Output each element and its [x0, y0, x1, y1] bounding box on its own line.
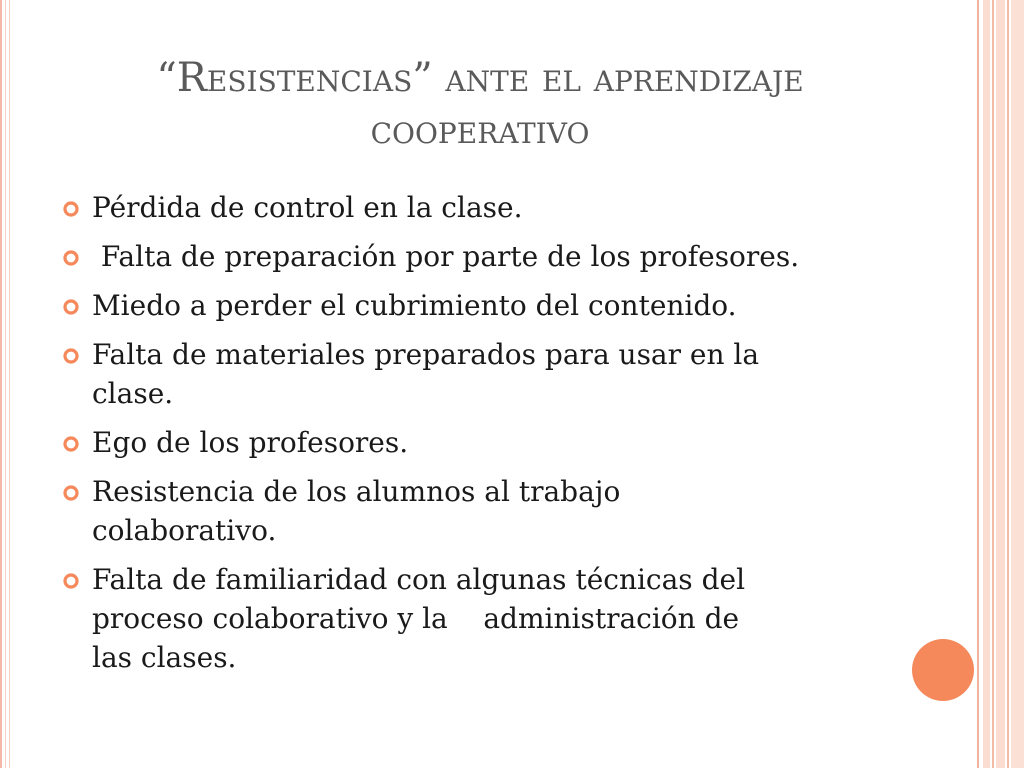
- slide-title-line-2: cooperativo: [370, 107, 590, 153]
- right-stripe: [992, 0, 994, 768]
- left-border-line: [5, 0, 6, 768]
- right-stripe: [1011, 0, 1024, 768]
- list-item: [62, 472, 882, 550]
- list-item: [62, 188, 882, 227]
- bullet-text: Ego de los profesores.: [92, 426, 409, 459]
- list-item: [62, 560, 882, 677]
- bullet-text: Miedo a perder el cubrimiento del contenido.: [92, 289, 737, 322]
- circle-bullet-icon: [62, 347, 80, 365]
- bullet-text: Falta de preparación por parte de los profesores.: [92, 240, 800, 273]
- right-border-decoration: [977, 0, 1024, 768]
- left-border-line: [0, 0, 2, 768]
- left-border-line: [9, 0, 10, 768]
- bullet-text: Falta de familiaridad con algunas técnicas del proceso colaborativo y la administración de las clases.: [92, 563, 746, 674]
- list-item: [62, 335, 882, 413]
- circle-bullet-icon: [62, 572, 80, 590]
- right-stripe: [983, 0, 990, 768]
- decorative-circle: [912, 639, 974, 701]
- bullet-list: [62, 188, 882, 677]
- bullet-text: Resistencia de los alumnos al trabajo colaborativo.: [92, 475, 621, 547]
- circle-bullet-icon: [62, 484, 80, 502]
- circle-bullet-icon: [62, 298, 80, 316]
- list-item: [62, 423, 882, 462]
- slide-title-line-1: “Resistencias” ante el aprendizaje: [156, 55, 804, 101]
- bullet-text: Falta de materiales preparados para usar en la clase.: [92, 338, 760, 410]
- circle-bullet-icon: [62, 200, 80, 218]
- bullet-text: Pérdida de control en la clase.: [92, 191, 523, 224]
- right-stripe: [996, 0, 1005, 768]
- list-item: [62, 286, 882, 325]
- slide-title: [60, 52, 900, 156]
- right-stripe: [977, 0, 979, 768]
- right-stripe: [1007, 0, 1009, 768]
- circle-bullet-icon: [62, 435, 80, 453]
- list-item: [62, 237, 882, 276]
- circle-bullet-icon: [62, 249, 80, 267]
